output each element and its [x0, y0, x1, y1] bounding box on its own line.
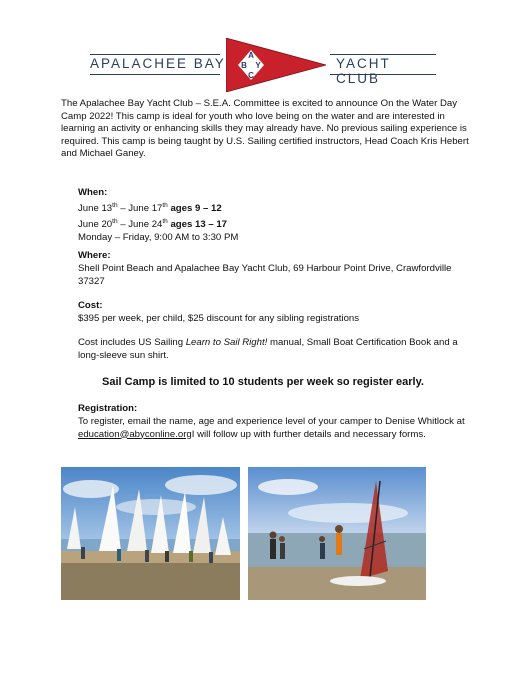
- registration-text: To register, email the name, age and experience level of your camper to Denise Whitlock at education@abyconline.orgI will follow up with further details and necessary forms.: [78, 415, 465, 440]
- email-link[interactable]: education@abyconline.org: [78, 428, 192, 440]
- svg-text:A: A: [248, 51, 254, 60]
- cost-text: $395 per week, per child, $25 discount for any sibling registrations: [78, 312, 360, 324]
- intro-paragraph: The Apalachee Bay Yacht Club – S.E.A. Committee is excited to announce On the Water Day Camp 2022! This camp is ideal for youth who love being on the water and are interested in learning an activity or enhancing skills they may already have. No previous sailing experience is required. This camp is being taught by U.S. Sailing certified instructors, Head Coach Kris Hebert and Michael Ganey.: [61, 98, 469, 160]
- club-burgee-logo: [226, 38, 326, 92]
- when-line-1: June 13th – June 17th ages 9 – 12: [78, 201, 222, 214]
- club-name-right: YACHT CLUB: [336, 56, 391, 86]
- club-header: [90, 38, 436, 94]
- svg-text:C: C: [248, 71, 254, 80]
- where-label: Where:: [78, 250, 111, 261]
- manual-title: Learn to Sail Right!: [185, 337, 268, 348]
- cost-label: Cost:: [78, 300, 103, 311]
- header-rule: [90, 74, 220, 75]
- where-section: [78, 250, 478, 288]
- cost-section: [78, 300, 478, 326]
- registration-section: [78, 403, 470, 441]
- limit-note: Sail Camp is limited to 10 students per week so register early.: [102, 376, 424, 388]
- svg-text:B: B: [241, 61, 247, 70]
- header-rule: [90, 54, 220, 55]
- windsurf-photo: [248, 467, 426, 600]
- includes-paragraph: Cost includes US Sailing Learn to Sail Right! manual, Small Boat Certification Book and a long-sleeve sun shirt.: [78, 337, 458, 361]
- club-name-left: APALACHEE BAY: [90, 56, 226, 71]
- svg-text:Y: Y: [255, 61, 261, 70]
- header-rule: [330, 54, 436, 55]
- when-label: When:: [78, 187, 108, 198]
- registration-label: Registration:: [78, 403, 138, 414]
- when-line-2: June 20th – June 24th ages 13 – 17: [78, 217, 228, 230]
- when-section: [78, 187, 478, 245]
- when-line-3: Monday – Friday, 9:00 AM to 3:30 PM: [78, 231, 239, 243]
- sailboats-photo: [61, 467, 240, 600]
- where-text: Shell Point Beach and Apalachee Bay Yacht Club, 69 Harbour Point Drive, Crawfordville 37327: [78, 262, 452, 287]
